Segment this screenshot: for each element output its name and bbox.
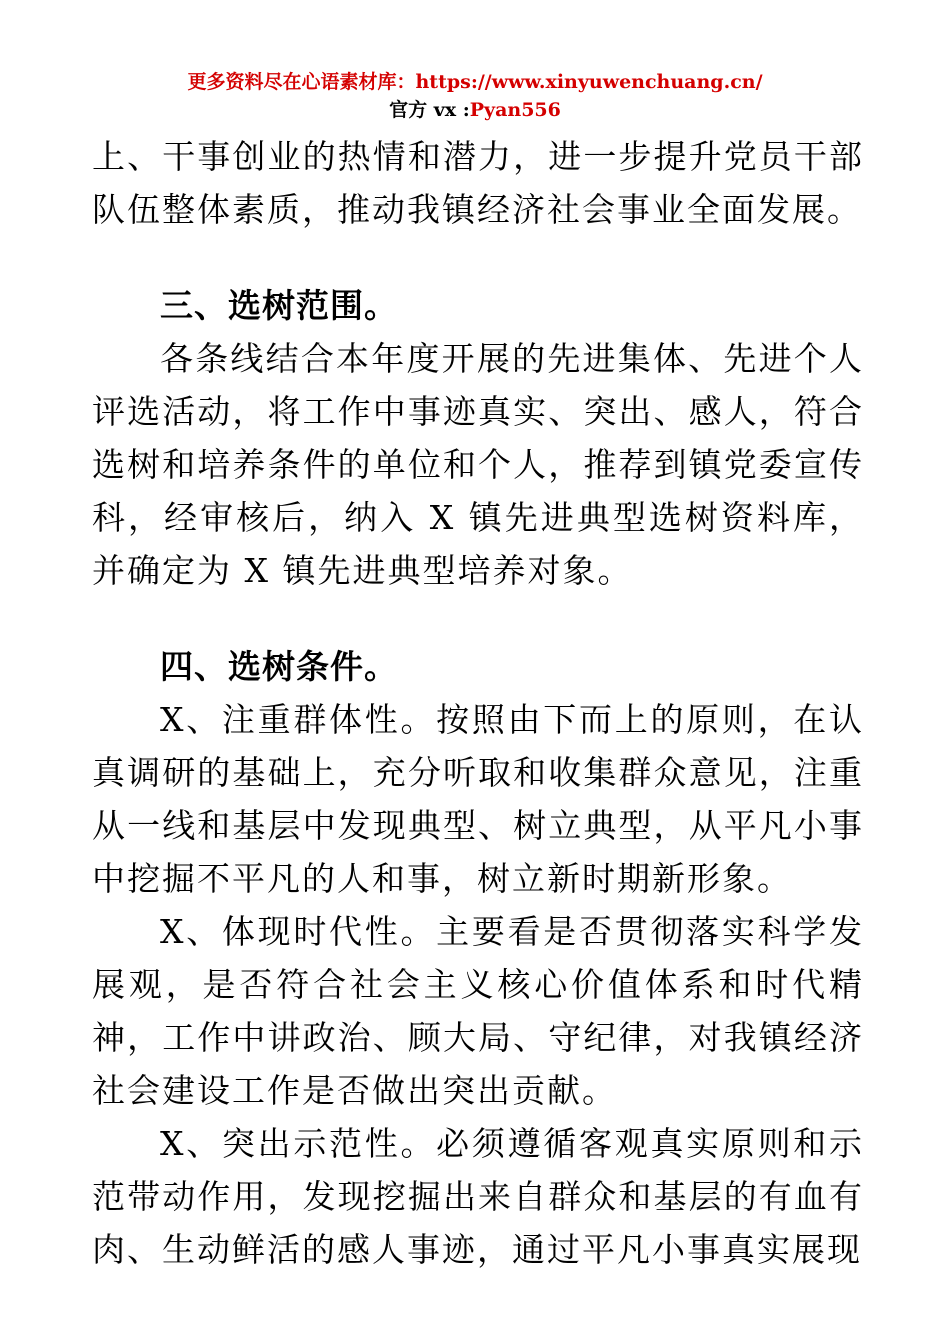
paragraph-scope: 各条线结合本年度开展的先进集体、先进个人评选活动，将工作中事迹真实、突出、感人，符合选树和培养条件的单位和个人，推荐到镇党委宣传科，经审核后，纳入 X 镇先进典型选树资料库，并确定为 X 镇先进典型培养对象。	[92, 339, 864, 590]
banner-contact-id: Pyan556	[469, 99, 561, 121]
banner-url-link[interactable]: https://www.xinyuwenchuang.cn/	[415, 71, 763, 93]
banner-line-2	[0, 96, 950, 124]
paragraph-condition-1: X、注重群体性。按照由下而上的原则，在认真调研的基础上，充分听取和收集群众意见，注重从一线和基层中发现典型、树立典型，从平凡小事中挖掘不平凡的人和事，树立新时期新形象。	[92, 700, 864, 898]
banner-source-text: 更多资料尽在心语素材库：	[187, 71, 416, 93]
paragraph-condition-3: X、突出示范性。必须遵循客观真实原则和示范带动作用，发现挖掘出来自群众和基层的有血有肉、生动鲜活的感人事迹，通过平凡小事真实展现	[92, 1124, 864, 1269]
section-spacer	[92, 236, 864, 279]
section-spacer	[92, 597, 864, 640]
banner-line-1	[0, 68, 950, 96]
paragraph-condition-2: X、体现时代性。主要看是否贯彻落实科学发展观，是否符合社会主义核心价值体系和时代精神，工作中讲政治、顾大局、守纪律，对我镇经济社会建设工作是否做出突出贡献。	[92, 912, 864, 1110]
document-body	[92, 130, 864, 1276]
banner-contact-label: 官方 vx :	[389, 99, 470, 121]
section-heading-scope: 三、选树范围。	[160, 286, 398, 325]
watermark-banner	[0, 68, 950, 124]
paragraph-continued: 上、干事创业的热情和潜力，进一步提升党员干部队伍整体素质，推动我镇经济社会事业全面发展。	[92, 137, 864, 229]
section-heading-conditions: 四、选树条件。	[160, 647, 398, 686]
